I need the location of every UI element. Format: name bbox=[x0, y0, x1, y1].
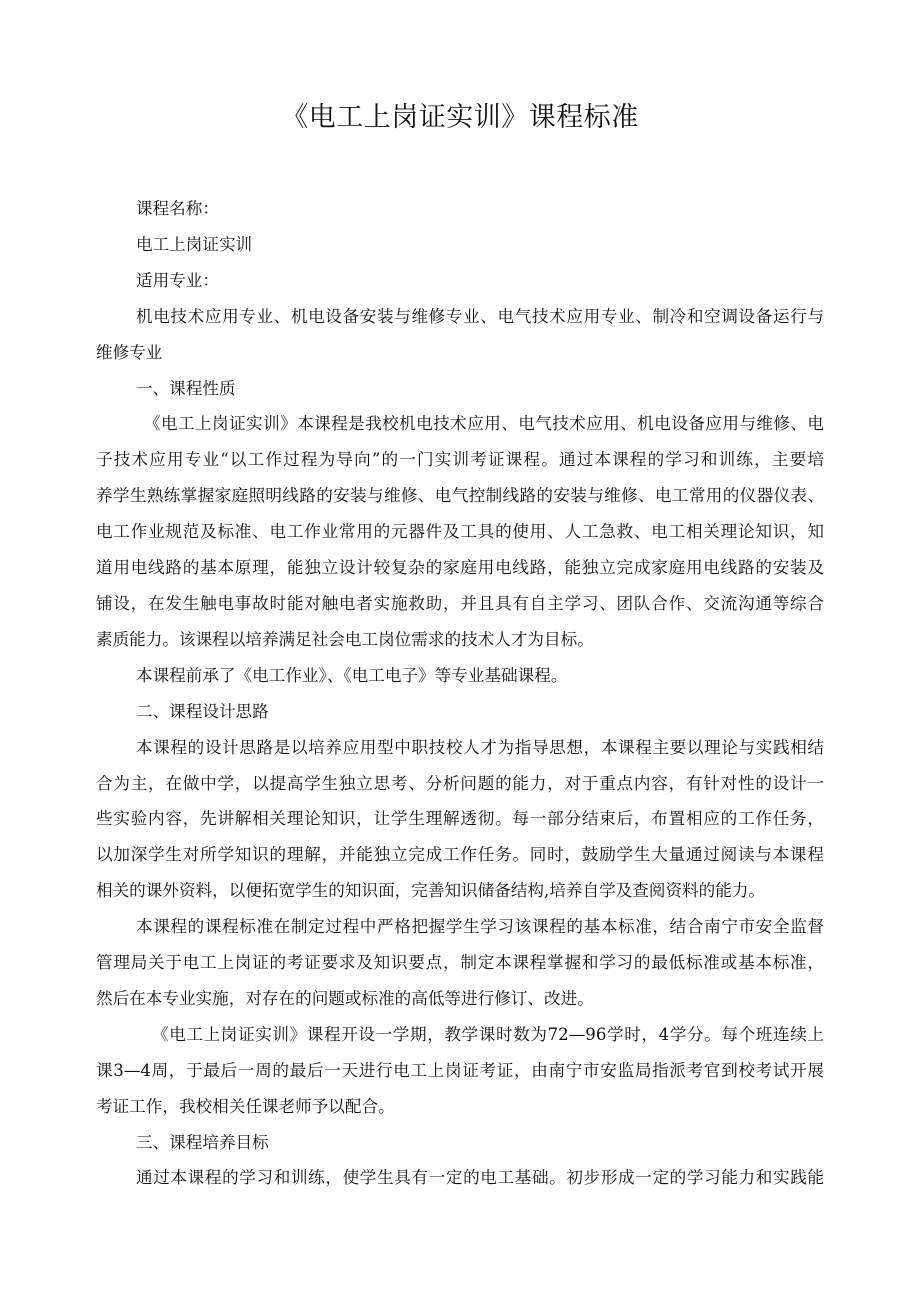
paragraph-line: 相关的课外资料，以便拓宽学生的知识面，完善知识储备结构,培养自学及查阅资料的能力。 bbox=[96, 881, 766, 901]
document-body bbox=[96, 191, 824, 1196]
paragraph-line: 课3—4周，于最后一周的最后一天进行电工上岗证考证，由南宁市安监局指派考官到校考试开展 bbox=[96, 1060, 824, 1080]
paragraph-line: 本课程的设计思路是以培养应用型中职技校人才为指导思想，本课程主要以理论与实践相结 bbox=[136, 737, 824, 757]
paragraph-line: 《电工上岗证实训》课程开设一学期，教学课时数为72—96学时，4学分。每个班连续上 bbox=[152, 1024, 824, 1044]
field-label-applicable-majors: 适用专业： bbox=[136, 270, 219, 290]
field-label-course-name: 课程名称： bbox=[136, 199, 219, 218]
paragraph-line: 些实验内容，先讲解相关理论知识，让学生理解透彻。每一部分结束后，布置相应的工作任务， bbox=[96, 809, 824, 829]
document-title: 《电工上岗证实训》课程标准 bbox=[281, 102, 639, 133]
paragraph-line: 然后在本专业实施，对存在的问题或标准的高低等进行修订、改进。 bbox=[96, 988, 594, 1008]
paragraph-line: 素质能力。该课程以培养满足社会电工岗位需求的技术人才为目标。 bbox=[96, 629, 594, 649]
paragraph-line: 电工作业规范及标准、电工作业常用的元器件及工具的使用、人工急救、电工相关理论知识，知 bbox=[96, 522, 824, 542]
paragraph-line: 以加深学生对所学知识的理解，并能独立完成工作任务。同时，鼓励学生大量通过阅读与本课程 bbox=[96, 845, 824, 865]
section-heading-design-approach: 二、课程设计思路 bbox=[136, 701, 269, 721]
paragraph-line: 子技术应用专业“以工作过程为导向”的一门实训考证课程。通过本课程的学习和训练，主要培 bbox=[96, 450, 824, 470]
paragraph-line: 管理局关于电工上岗证的考证要求及知识要点，制定本课程掌握和学习的最低标准或基本标准， bbox=[96, 953, 824, 973]
field-value-course-name: 电工上岗证实训 bbox=[136, 234, 253, 254]
paragraph-line: 道用电线路的基本原理，能独立设计较复杂的家庭用电线路，能独立完成家庭用电线路的安装及 bbox=[96, 558, 824, 578]
paragraph-line: 铺设，在发生触电事故时能对触电者实施救助，并且具有自主学习、团队合作、交流沟通等综合 bbox=[96, 593, 824, 613]
section-heading-course-nature: 一、课程性质 bbox=[136, 378, 236, 398]
paragraph-line: 维修专业 bbox=[96, 342, 163, 362]
paragraph-line: 通过本课程的学习和训练，使学生具有一定的电工基础。初步形成一定的学习能力和实践能 bbox=[136, 1168, 824, 1188]
paragraph-line: 养学生熟练掌握家庭照明线路的安装与维修、电气控制线路的安装与维修、电工常用的仪器仪表、 bbox=[96, 486, 824, 506]
paragraph-line: 合为主，在做中学，以提高学生独立思考、分析问题的能力，对于重点内容，有针对性的设计一 bbox=[96, 773, 824, 793]
paragraph-line: 考证工作，我校相关任课老师予以配合。 bbox=[96, 1096, 395, 1116]
paragraph-line: 《电工上岗证实训》本课程是我校机电技术应用、电气技术应用、机电设备应用与维修、电 bbox=[144, 414, 824, 434]
paragraph-line: 机电技术应用专业、机电设备安装与维修专业、电气技术应用专业、制冷和空调设备运行与 bbox=[136, 306, 824, 326]
paragraph-line: 本课程前承了《电工作业》、《电工电子》等专业基础课程。 bbox=[136, 665, 568, 685]
section-heading-training-goals: 三、课程培养目标 bbox=[136, 1132, 269, 1152]
paragraph-line: 本课程的课程标准在制定过程中严格把握学生学习该课程的基本标准，结合南宁市安全监督 bbox=[136, 917, 824, 937]
